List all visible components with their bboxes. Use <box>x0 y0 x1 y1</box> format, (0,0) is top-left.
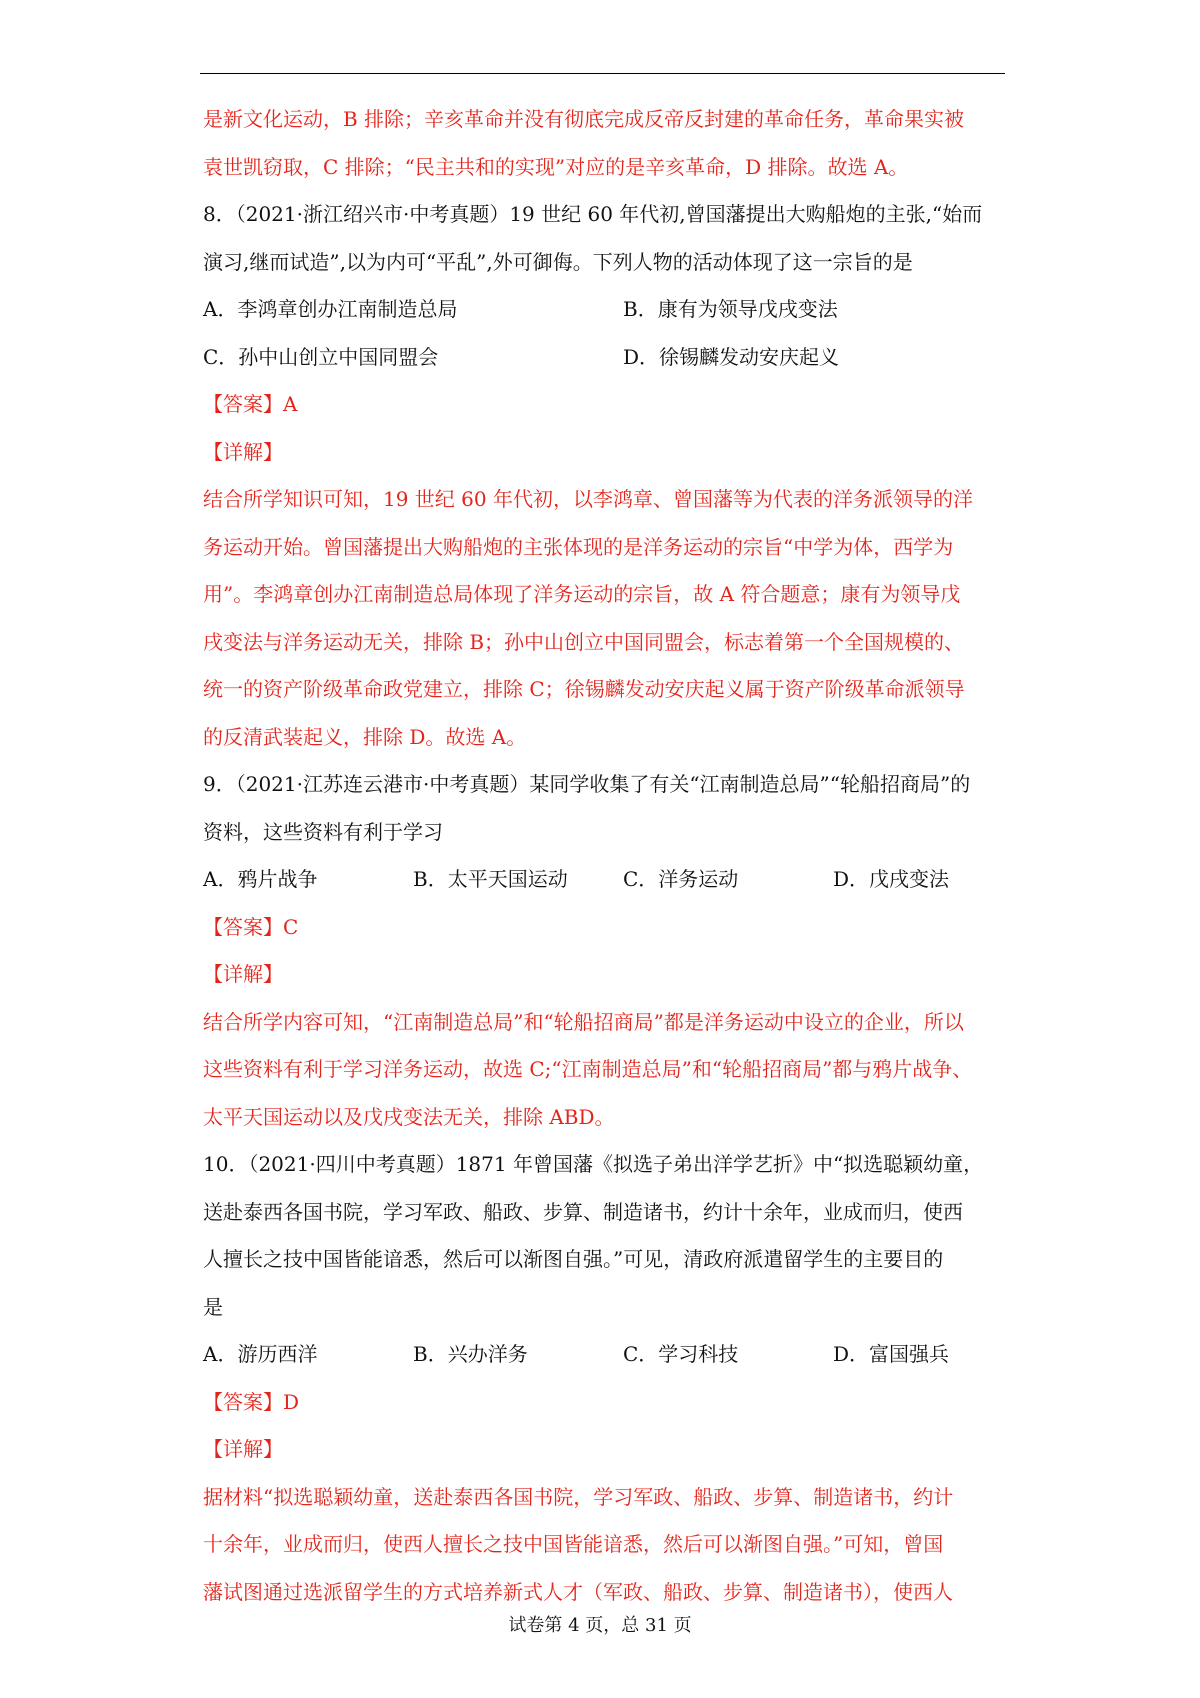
option-b: B．太平天国运动 <box>413 867 568 891</box>
option-a: A．游历西洋 <box>203 1342 318 1366</box>
answer-label: 【答案】C <box>203 914 299 939</box>
question-stem-line: 是 <box>203 1294 223 1319</box>
question-10 <box>203 1141 1003 1616</box>
explanation-line: 戌变法与洋务运动无关，排除 B；孙中山创立中国同盟会，标志着第一个全国规模的、 <box>203 629 965 654</box>
explanation-line: 用”。李鸿章创办江南制造总局体现了洋务运动的宗旨，故 A 符合题意；康有为领导戊 <box>203 582 961 606</box>
option-c: C．学习科技 <box>623 1342 739 1366</box>
option-b: B．兴办洋务 <box>413 1342 528 1366</box>
header-rule <box>200 73 1005 74</box>
explanation-line: 太平天国运动以及戊戌变法无关，排除 ABD。 <box>203 1104 615 1129</box>
answer-label: 【答案】D <box>203 1389 300 1414</box>
explanation-line: 这些资料有利于学习洋务运动，故选 C;“江南制造总局”和“轮船招商局”都与鸦片战争、 <box>203 1057 973 1081</box>
question-stem-line: 9．（2021·江苏连云港市·中考真题）某同学收集了有关“江南制造总局”“轮船招商局”的 <box>203 772 971 796</box>
explanation-line: 结合所学知识可知，19 世纪 60 年代初，以李鸿章、曾国藩等为代表的洋务派领导的洋 <box>203 487 973 511</box>
explanation-line: 十余年，业成而归，使西人擅长之技中国皆能谙悉，然后可以渐图自强。”可知，曾国 <box>203 1532 944 1556</box>
option-a: A．李鸿章创办江南制造总局 <box>203 297 458 321</box>
question-9 <box>203 761 1003 1141</box>
explanation-line: 结合所学内容可知，“江南制造总局”和“轮船招商局”都是洋务运动中设立的企业，所以 <box>203 1009 964 1034</box>
intro-line: 袁世凯窃取，C 排除；“民主共和的实现”对应的是辛亥革命，D 排除。故选 A。 <box>203 154 909 179</box>
page-footer: 试卷第 4 页，总 31 页 <box>508 1615 692 1636</box>
detail-label: 【详解】 <box>203 439 283 464</box>
explanation-line: 藩试图通过选派留学生的方式培养新式人才（军政、船政、步算、制造诸书），使西人 <box>203 1579 953 1604</box>
option-d: D．戊戌变法 <box>833 867 950 891</box>
question-8 <box>203 191 1003 761</box>
options-row <box>203 856 1003 904</box>
options-row <box>203 1331 1003 1379</box>
page-content <box>203 96 1003 1616</box>
option-b: B．康有为领导戊戌变法 <box>623 297 838 321</box>
option-a: A．鸦片战争 <box>203 867 318 891</box>
question-stem-line: 送赴泰西各国书院，学习军政、船政、步算、制造诸书，约计十余年，业成而归，使西 <box>203 1199 963 1224</box>
answer-label: 【答案】A <box>203 392 298 416</box>
question-stem-line: 演习,继而试造”,以为内可“平乱”,外可御侮。下列人物的活动体现了这一宗旨的是 <box>203 249 913 274</box>
option-d: D．徐锡麟发动安庆起义 <box>623 344 840 369</box>
explanation-line: 统一的资产阶级革命政党建立，排除 C；徐锡麟发动安庆起义属于资产阶级革命派领导 <box>203 677 965 701</box>
explanation-line: 据材料“拟选聪颖幼童，送赴泰西各国书院，学习军政、船政、步算、制造诸书，约计 <box>203 1484 954 1509</box>
question-stem-line: 人擅长之技中国皆能谙悉，然后可以渐图自强。”可见，清政府派遣留学生的主要目的 <box>203 1247 944 1271</box>
intro-line: 是新文化运动，B 排除；辛亥革命并没有彻底完成反帝反封建的革命任务，革命果实被 <box>203 107 965 131</box>
detail-label: 【详解】 <box>203 1437 283 1461</box>
option-c: C．洋务运动 <box>623 867 739 891</box>
question-stem-line: 8．（2021·浙江绍兴市·中考真题）19 世纪 60 年代初,曾国藩提出大购船炮的主张,“始而 <box>203 202 983 226</box>
explanation-line: 的反清武装起义，排除 D。故选 A。 <box>203 724 527 749</box>
option-c: C．孙中山创立中国同盟会 <box>203 344 439 369</box>
option-d: D．富国强兵 <box>833 1342 950 1366</box>
question-stem-line: 10．（2021·四川中考真题）1871 年曾国藩《拟选子弟出洋学艺折》中“拟选聪颖幼童， <box>203 1152 984 1176</box>
explanation-line: 务运动开始。曾国藩提出大购船炮的主张体现的是洋务运动的宗旨“中学为体，西学为 <box>203 534 954 559</box>
question-stem-line: 资料，这些资料有利于学习 <box>203 819 443 844</box>
options-grid <box>203 286 1003 381</box>
detail-label: 【详解】 <box>203 962 283 986</box>
